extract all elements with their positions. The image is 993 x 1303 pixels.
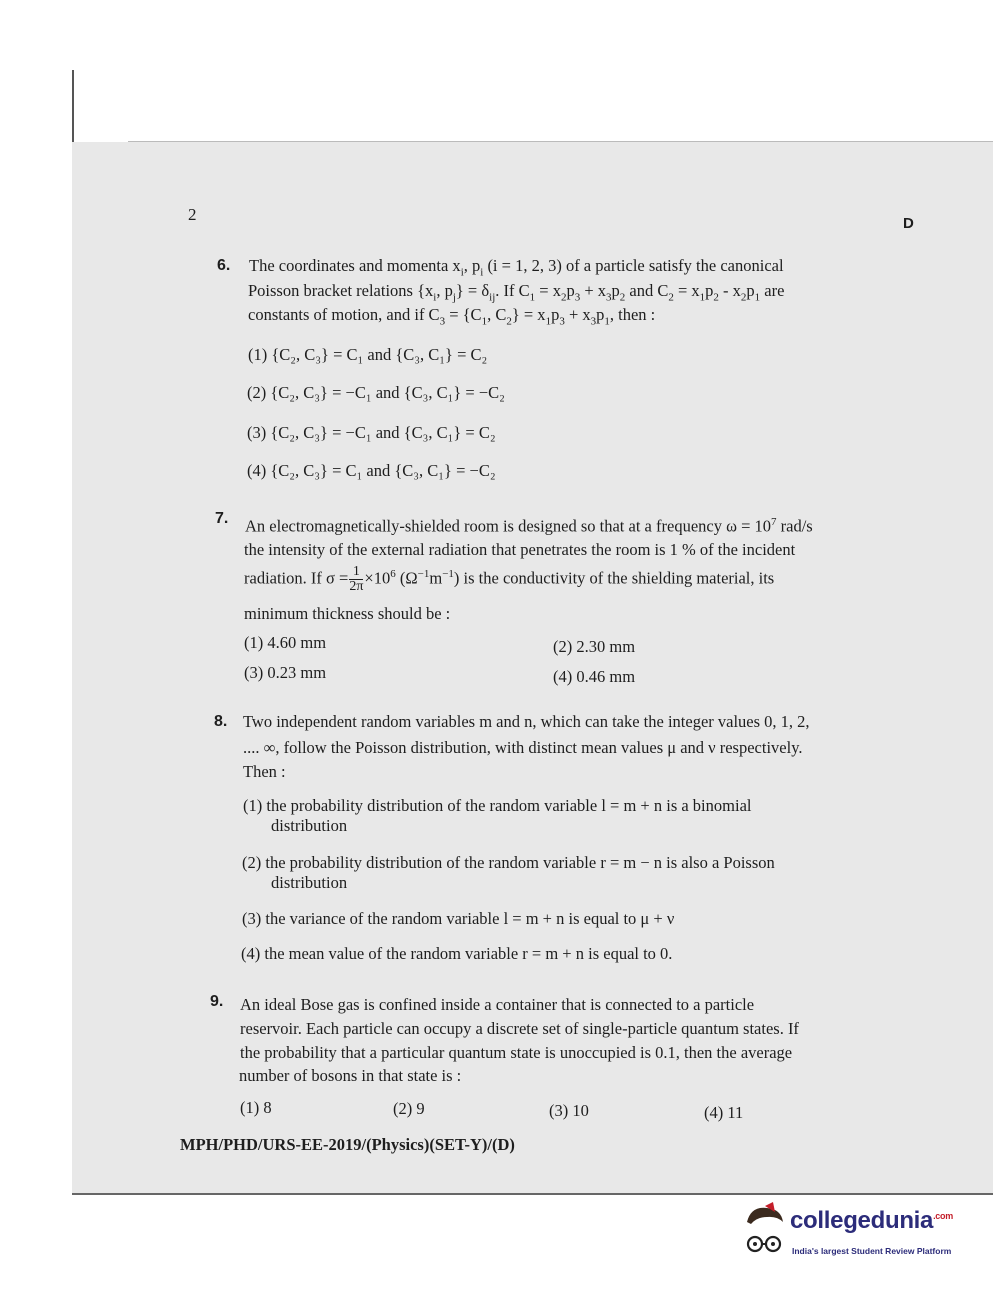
question-9-line-4: number of bosons in that state is : xyxy=(239,1066,462,1085)
question-9-line-3: the probability that a particular quantum state is unoccupied is 0.1, then the average xyxy=(240,1043,793,1062)
question-7-line-4: minimum thickness should be : xyxy=(244,604,451,623)
question-6-option-3[interactable]: (3) {C₂, C₃} = −C₁ and {C₃, C₁} = C₂ xyxy=(247,423,496,442)
scan-bottom-edge xyxy=(72,1193,993,1195)
question-7-number: 7. xyxy=(215,510,229,527)
question-6-option-1[interactable]: (1) {C₂, C₃} = C₁ and {C₃, C₁} = C₂ xyxy=(248,345,488,364)
question-7-option-4[interactable]: (4) 0.46 mm xyxy=(553,667,636,686)
question-9-number: 9. xyxy=(210,993,224,1010)
question-9-option-3[interactable]: (3) 10 xyxy=(549,1101,589,1120)
question-6-option-4[interactable]: (4) {C₂, C₃} = C₁ and {C₃, C₁} = −C₂ xyxy=(247,461,496,480)
question-6-option-2[interactable]: (2) {C₂, C₃} = −C₁ and {C₃, C₁} = −C₂ xyxy=(247,383,505,402)
question-8-line-2: .... ∞, follow the Poisson distribution, with distinct mean values μ and ν respectively. xyxy=(243,738,803,757)
question-7-line-3: radiation. If σ = $\frac{1}{2\pi}$ $\times 10^6$ $(\Omega^{-1}m^{-1})$ is the conductivity of the shielding material, its xyxy=(244,564,775,594)
mascot-icon xyxy=(737,1200,793,1262)
question-8-option-4[interactable]: (4) the mean value of the random variable r = m + n is equal to 0. xyxy=(241,944,673,963)
question-7-option-1[interactable]: (1) 4.60 mm xyxy=(244,633,327,652)
question-8-line-1: Two independent random variables m and n, which can take the integer values 0, 1, 2, xyxy=(243,712,810,731)
question-7-option-3[interactable]: (3) 0.23 mm xyxy=(244,663,327,682)
scan-top-edge xyxy=(128,141,993,142)
question-7-option-2[interactable]: (2) 2.30 mm xyxy=(553,637,636,656)
question-7-line-1: An electromagnetically-shielded room is designed so that at a frequency $\omega = 10^7$ rad/s xyxy=(245,516,813,536)
logo-wordmark: collegedunia$^{.com}$ xyxy=(790,1207,953,1234)
sigma-fraction: $\frac{1}{2\pi}$ xyxy=(349,564,364,594)
question-9-line-1: An ideal Bose gas is confined inside a container that is connected to a particle xyxy=(240,995,755,1014)
question-8-number: 8. xyxy=(214,713,228,730)
question-8-option-3[interactable]: (3) the variance of the random variable l = m + n is equal to μ + ν xyxy=(242,909,675,928)
question-6-line-1: The coordinates and momenta $x_i$, $p_i$ (i = 1, 2, 3) of a particle satisfy the canonical xyxy=(249,256,784,279)
question-6-line-2: Poisson bracket relations {$x_i$, $p_j\} = \delta_{ij}$. If $C_1 = x_2p_3 + x_3p_2$ and $C_2 = x_1p_2 - x_2p_1$ are xyxy=(248,281,785,304)
question-9-option-2[interactable]: (2) 9 xyxy=(393,1099,425,1118)
question-9-line-2: reservoir. Each particle can occupy a discrete set of single-particle quantum states. If xyxy=(240,1019,799,1038)
question-7-line-2: the intensity of the external radiation that penetrates the room is 1 % of the incident xyxy=(244,540,796,559)
logo-tagline: India's largest Student Review Platform xyxy=(792,1246,952,1256)
question-9-option-1[interactable]: (1) 8 xyxy=(240,1098,272,1117)
page-number: 2 xyxy=(188,205,197,224)
question-9-option-4[interactable]: (4) 11 xyxy=(704,1103,744,1122)
question-8-option-1[interactable]: (1) the probability distribution of the random variable l = m + n is a binomial distribution xyxy=(243,796,752,835)
question-8-line-3: Then : xyxy=(243,762,286,781)
question-8-option-2[interactable]: (2) the probability distribution of the random variable r = m − n is also a Poisson distribution xyxy=(242,853,775,892)
question-6-line-3: constants of motion, and if $C_3 = \{C_1$, $C_2\} = x_1p_3 + x_3p_1$, then : xyxy=(248,305,656,328)
set-letter: D xyxy=(903,215,914,232)
paper-code-footer: MPH/PHD/URS-EE-2019/(Physics)(SET-Y)/(D) xyxy=(180,1135,515,1154)
question-6-number: 6. xyxy=(217,257,231,274)
